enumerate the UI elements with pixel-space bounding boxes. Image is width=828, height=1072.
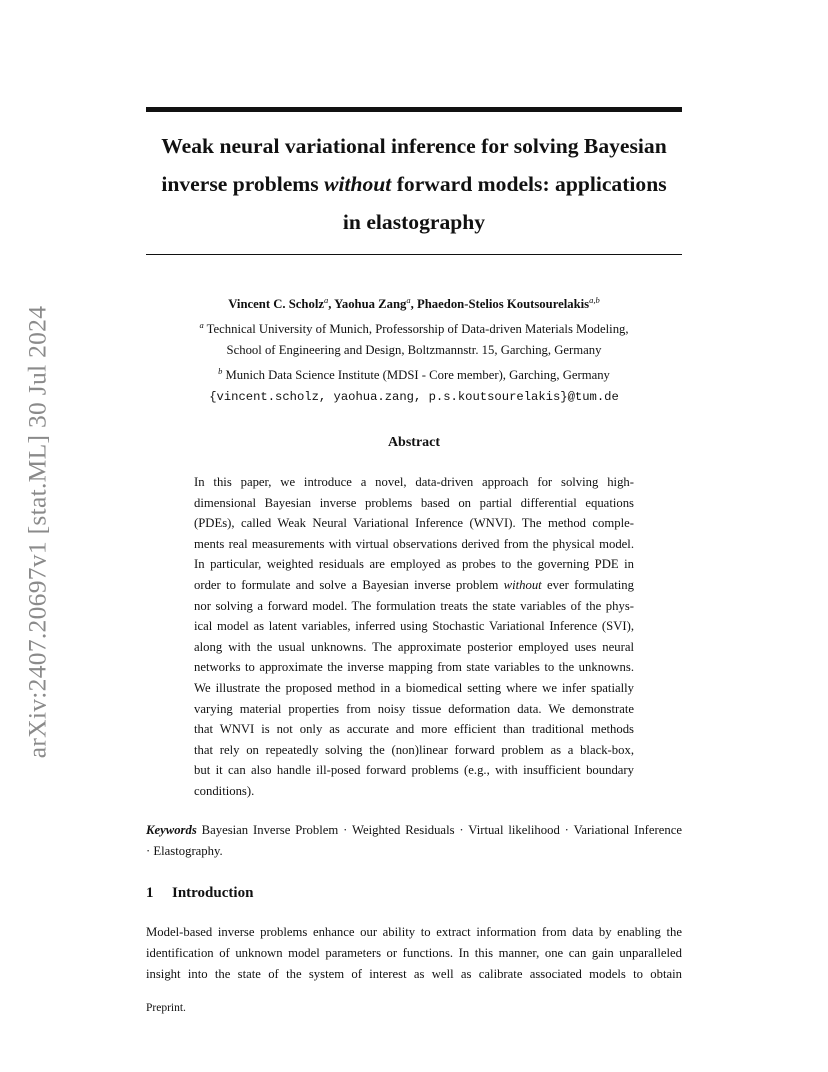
title-line-3: in elastography [342, 210, 486, 234]
affiliation-a-line-2: School of Engineering and Design, Boltzmannstr. 15, Garching, Germany [226, 343, 602, 358]
author-1-affil: a [323, 295, 329, 305]
abstract-emphasis: without [503, 577, 542, 592]
title-line-1: Weak neural variational inference for solving Bayesian [161, 134, 667, 158]
section-number: 1 [146, 885, 154, 901]
author-3: Phaedon-Stelios Koutsourelakis [416, 297, 590, 312]
author-emails: {vincent.scholz, yaohua.zang, p.s.koutsourelakis}@tum.de [209, 389, 619, 404]
abstract-line: In this paper, we introduce a novel, data-driven approach for solving high- [194, 475, 634, 489]
title-line-2 [146, 165, 682, 203]
abstract-line-6-end: ever formulating [541, 577, 634, 592]
paper-title [146, 127, 682, 241]
author-2: Yaohua Zang [334, 297, 407, 312]
footer-preprint: Preprint. [146, 1002, 186, 1014]
abstract-line: but it can also handle ill-posed forward problems (e.g., with insufficient boundary [194, 763, 634, 778]
affiliation-a-text: Technical University of Munich, Professorship of Data-driven Materials Modeling, [203, 322, 629, 337]
intro-line: Model-based inverse problems enhance our ability to extract information from data by enabling the [146, 925, 682, 939]
author-names [146, 290, 682, 315]
title-rule-bottom [146, 254, 682, 255]
author-1: Vincent C. Scholz [228, 297, 324, 312]
intro-line: identification of unknown model parameters or functions. In this manner, one can gain unparalleled [146, 946, 682, 960]
affiliation-b-text: Munich Data Science Institute (MDSI - Core member), Garching, Germany [222, 368, 610, 383]
abstract-body [194, 472, 634, 802]
abstract-line: that rely on repeatedly solving the (non)linear forward problem as a black-box, [194, 742, 634, 757]
keywords-line-1 [146, 820, 682, 841]
abstract-line: networks to approximate the inverse mapping from state variables to the unknowns. [194, 660, 634, 675]
author-sep-2: , [410, 297, 417, 312]
abstract-line: varying material properties from noisy tissue deformation data. We demonstrate [194, 701, 634, 716]
abstract-line: conditions). [194, 783, 255, 798]
title-emphasis: without [324, 172, 392, 196]
section-title: Introduction [172, 885, 254, 901]
abstract-heading: Abstract [387, 435, 441, 450]
title-rule-top [146, 107, 682, 112]
author-2-affil: a [406, 295, 411, 305]
arxiv-stamp-text: arXiv:2407.20697v1 [stat.ML] 30 Jul 2024 [22, 305, 52, 759]
arxiv-stamp [22, 292, 52, 772]
keywords [146, 820, 682, 861]
intro-paragraph [146, 922, 682, 985]
title-line-2-start: inverse problems [161, 172, 325, 196]
intro-line: insight into the state of the system of interest as well as calibrate associated models to obtain [146, 967, 682, 981]
author-block [146, 290, 682, 408]
abstract-line: In particular, weighted residuals are employed as probes to the governing PDE in [194, 557, 634, 572]
author-sep-1: , [328, 297, 335, 312]
abstract-line-6-start: order to formulate and solve a Bayesian inverse problem [194, 577, 504, 592]
affiliation-b-mark: b [218, 366, 223, 377]
affiliation-a-mark: a [199, 320, 204, 331]
affiliation-b [146, 361, 682, 386]
abstract-line [194, 575, 634, 596]
section-heading-introduction [146, 885, 682, 902]
abstract-line: (PDEs), called Weak Neural Variational Inference (WNVI). The method comple- [194, 516, 634, 531]
abstract-line: nor solving a forward model. The formulation treats the state variables of the phys- [194, 598, 634, 613]
affiliation-a-line-1 [146, 315, 682, 340]
keywords-line-2: · Elastography. [146, 843, 223, 858]
abstract-line: along with the usual unknowns. The approximate posterior employed uses neural [194, 639, 634, 654]
keywords-list: Bayesian Inverse Problem · Weighted Residuals · Virtual likelihood · Variational Inference [196, 823, 682, 837]
abstract-line: ments real measurements with virtual observations derived from the physical model. [194, 536, 634, 551]
abstract-line: dimensional Bayesian inverse problems based on partial differential equations [194, 495, 634, 510]
title-line-2-end: forward models: applications [391, 172, 667, 196]
keywords-label: Keywords [146, 823, 197, 837]
abstract-line: ical model as latent variables, inferred using Stochastic Variational Inference (SVI), [194, 619, 634, 634]
abstract-line: We illustrate the proposed method in a biomedical setting where we infer spatially [194, 680, 634, 695]
author-3-affil: a,b [589, 295, 600, 305]
abstract-line: that WNVI is not only as accurate and more efficient than traditional methods [194, 722, 634, 737]
